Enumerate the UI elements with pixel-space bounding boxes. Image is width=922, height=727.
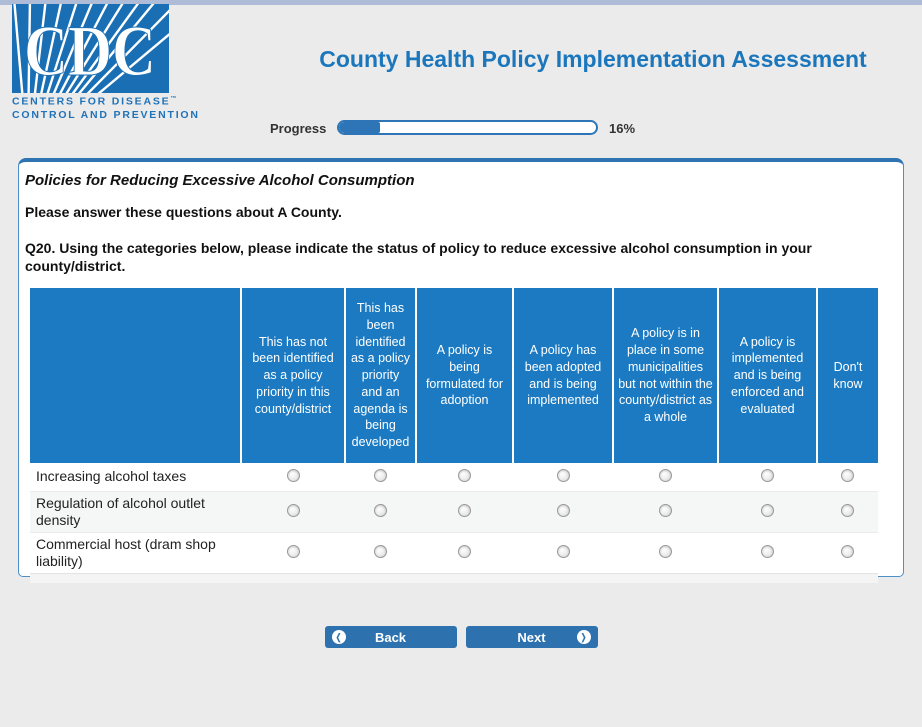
radio-row0-col3[interactable] bbox=[557, 469, 570, 482]
progress-bar bbox=[337, 120, 598, 135]
radio-row2-col6[interactable] bbox=[841, 545, 854, 558]
next-button[interactable]: Next ❭ bbox=[466, 626, 598, 648]
row-label-alcohol-taxes: Increasing alcohol taxes bbox=[36, 468, 187, 485]
row-label-outlet-density: Regulation of alcohol outlet density bbox=[30, 491, 241, 532]
col-header-adopted-implemented: A policy has been adopted and is being implemented bbox=[513, 288, 613, 463]
radio-row0-col1[interactable] bbox=[374, 469, 387, 482]
progress-label: Progress bbox=[270, 121, 327, 136]
radio-row1-col6[interactable] bbox=[841, 504, 854, 517]
cdc-logo bbox=[12, 4, 200, 122]
progress-fill bbox=[339, 122, 380, 133]
radio-row1-col5[interactable] bbox=[761, 504, 774, 517]
policy-status-matrix bbox=[30, 288, 878, 583]
radio-row2-col0[interactable] bbox=[287, 545, 300, 558]
corner-header-cell bbox=[30, 288, 241, 463]
radio-row1-col3[interactable] bbox=[557, 504, 570, 517]
question-number: Q20. bbox=[25, 240, 56, 256]
table-footer-strip bbox=[30, 573, 878, 583]
radio-row1-col1[interactable] bbox=[374, 504, 387, 517]
radio-row0-col6[interactable] bbox=[841, 469, 854, 482]
page-title: County Health Policy Implementation Assessment bbox=[319, 46, 867, 72]
radio-row2-col2[interactable] bbox=[458, 545, 471, 558]
svg-text:CDC: CDC bbox=[24, 11, 156, 91]
radio-row0-col2[interactable] bbox=[458, 469, 471, 482]
matrix-header-row bbox=[30, 288, 878, 463]
nav-button-row bbox=[0, 626, 922, 648]
radio-row2-col4[interactable] bbox=[659, 545, 672, 558]
next-arrow-icon: ❭ bbox=[577, 630, 591, 644]
back-button[interactable]: ❬ Back bbox=[325, 626, 457, 648]
radio-row0-col0[interactable] bbox=[287, 469, 300, 482]
radio-row1-col0[interactable] bbox=[287, 504, 300, 517]
progress-percent: 16% bbox=[609, 121, 636, 136]
radio-row1-col4[interactable] bbox=[659, 504, 672, 517]
logo-text-line1: CENTERS FOR DISEASE™ bbox=[12, 95, 177, 108]
radio-row0-col5[interactable] bbox=[761, 469, 774, 482]
col-header-dont-know: Don't know bbox=[817, 288, 878, 463]
back-arrow-icon: ❬ bbox=[332, 630, 346, 644]
table-row-alcohol-taxes bbox=[30, 463, 878, 491]
radio-row2-col1[interactable] bbox=[374, 545, 387, 558]
section-title: Policies for Reducing Excessive Alcohol Consumption bbox=[25, 172, 415, 189]
table-row-outlet-density bbox=[30, 491, 878, 532]
col-header-not-identified: This has not been identified as a policy priority in this county/district bbox=[241, 288, 345, 463]
row-label-dram-shop: Commercial host (dram shop liability) bbox=[30, 532, 241, 573]
col-header-agenda-developed: This has been identified as a policy priority and an agenda is being developed bbox=[345, 288, 416, 463]
intro-text: Please answer these questions about A County. bbox=[25, 204, 342, 220]
question-text: Q20. Using the categories below, please indicate the status of policy to reduce excessive alcohol consumption in your county/district. bbox=[25, 240, 812, 274]
cdc-logo-icon bbox=[12, 4, 169, 93]
radio-row1-col2[interactable] bbox=[458, 504, 471, 517]
radio-row0-col4[interactable] bbox=[659, 469, 672, 482]
col-header-being-formulated: A policy is being formulated for adoption bbox=[416, 288, 513, 463]
col-header-enforced-evaluated: A policy is implemented and is being enforced and evaluated bbox=[718, 288, 817, 463]
col-header-some-municipalities: A policy is in place in some municipalities but not within the county/district as a whole bbox=[613, 288, 718, 463]
radio-row2-col5[interactable] bbox=[761, 545, 774, 558]
survey-panel bbox=[18, 158, 904, 577]
table-row-dram-shop bbox=[30, 532, 878, 573]
logo-text-line2: CONTROL AND PREVENTION bbox=[12, 108, 200, 121]
radio-row2-col3[interactable] bbox=[557, 545, 570, 558]
